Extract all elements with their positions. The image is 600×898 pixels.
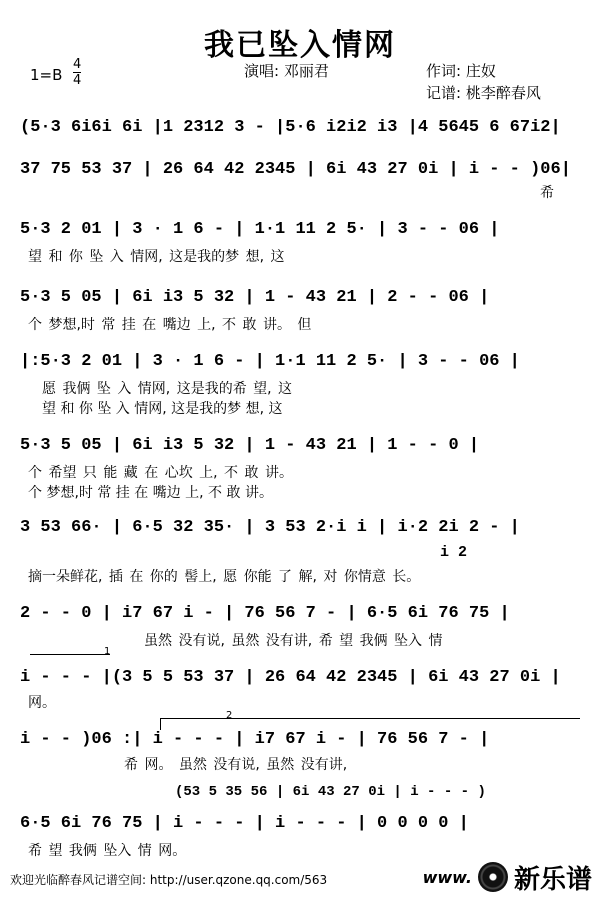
lyric-row: 虽然 没有说, 虽然 没有讲, 希 望 我俩 坠入 情 — [144, 633, 443, 649]
lyric-row-2: 望 和 你 坠 入 情网, 这是我的梦 想, 这 — [42, 401, 283, 417]
time-bottom: 4 — [73, 73, 82, 88]
key-signature: 1=B — [30, 66, 63, 84]
score-row: 5·3 5 05 | 6i i3 5 32 | 1 - 43 21 | 2 - - 06 | — [20, 288, 490, 307]
score-row: 2 - - 0 | i7 67 i - | 76 56 7 - | 6·5 6i 76 75 | — [20, 604, 510, 623]
lyric-row: 望 和 你 坠 入 情网, 这是我的梦 想, 这 — [28, 249, 285, 265]
score-row: i - - - |(3 5 5 53 37 | 26 64 42 2345 | 6i 43 27 0i | — [20, 668, 561, 687]
brand-logo — [423, 858, 592, 896]
lyric-row: 网。 — [28, 695, 56, 711]
lyric-row: 摘一朵鲜花, 插 在 你的 髻上, 愿 你能 了 解, 对 你情意 长。 — [28, 569, 421, 585]
score-row: |:5·3 2 01 | 3 · 1 6 - | 1·1 11 2 5· | 3 - - 06 | — [20, 352, 520, 371]
score-row: 6·5 6i 76 75 | i - - - | i - - - | 0 0 0 0 | — [20, 814, 469, 833]
score-row-accompaniment: (53 5 35 56 | 6i 43 27 0i | i - - - ) — [175, 784, 486, 800]
lyric-row: 希 — [540, 185, 554, 201]
transcriber-credit: 记谱: 桃李醉春风 — [426, 84, 541, 102]
score-row: i - - )06 :| i - - - | i7 67 i - | 76 56 7 - | — [20, 730, 490, 749]
footer-credit: 欢迎光临醉春风记谱空间: http://user.qzone.qq.com/563 — [10, 873, 328, 887]
volta-1: 1 — [104, 646, 111, 657]
lyric-row: 个 希望 只 能 藏 在 心坎 上, 不 敢 讲。 — [28, 465, 293, 481]
score-row: 5·3 5 05 | 6i i3 5 32 | 1 - 43 21 | 1 - - 0 | — [20, 436, 480, 455]
lyric-row: 愿 我俩 坠 入 情网, 这是我的希 望, 这 — [42, 381, 293, 397]
brand-name: 新乐谱 — [513, 864, 592, 895]
disc-icon — [478, 862, 508, 892]
watermark-text: www. — [422, 867, 472, 887]
time-top: 4 — [73, 57, 82, 72]
lyricist-credit: 作词: 庄奴 — [426, 62, 496, 80]
score-row: 37 75 53 37 | 26 64 42 2345 | 6i 43 27 0i | i - - )06| — [20, 160, 571, 179]
song-title: 我已坠入情网 — [204, 28, 396, 63]
lyric-row: 个 梦想,时 常 挂 在 嘴边 上, 不 敢 讲。 但 — [28, 317, 312, 333]
score-row: (5·3 6i6i 6i |1 2312 3 - |5·6 i2i2 i3 |4 5645 6 67i2| — [20, 118, 561, 137]
harmony-notes: i 2 — [440, 544, 468, 561]
score-row: 5·3 2 01 | 3 · 1 6 - | 1·1 11 2 5· | 3 - - 06 | — [20, 220, 500, 239]
score-row: 3 53 66· | 6·5 32 35· | 3 53 2·i i | i·2 2i 2 - | — [20, 518, 520, 537]
lyric-row: 希 望 我俩 坠入 情 网。 — [28, 843, 187, 859]
lyric-row-2: 个 梦想,时 常 挂 在 嘴边 上, 不 敢 讲。 — [28, 485, 273, 501]
volta-2: 2 — [226, 710, 233, 721]
singer-credit: 演唱: 邓丽君 — [244, 62, 329, 80]
lyric-row: 希 网。 虽然 没有说, 虽然 没有讲, — [124, 757, 348, 773]
time-signature — [73, 58, 81, 87]
